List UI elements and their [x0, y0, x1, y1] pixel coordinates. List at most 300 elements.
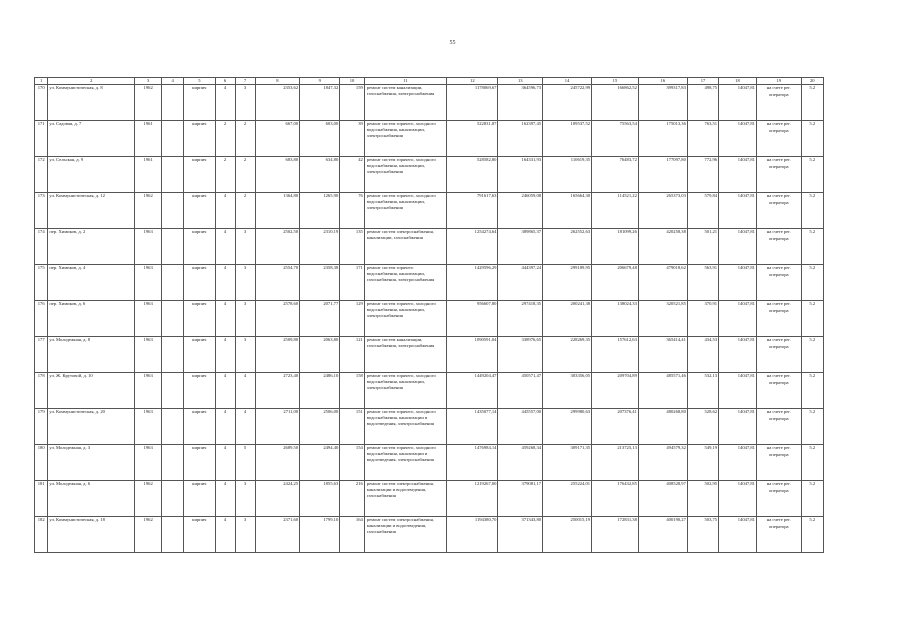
work-type-text: ремонт систем канализации, газоснабжения, электроснабжения: [366, 337, 435, 348]
cell-row-number: 177: [35, 337, 48, 373]
cell-wall-material: кирпич: [184, 193, 215, 229]
cell-cost-col-14: 165664,30: [543, 193, 592, 229]
cell-residents: 154: [340, 445, 365, 481]
cell-residents: 164: [340, 517, 365, 553]
cell-floors: 4: [215, 517, 235, 553]
cell-cost-col-13: 246059,08: [498, 193, 543, 229]
cell-total-cost: 1435077,14: [447, 409, 498, 445]
cell-address: ул. Ж. Крутовой, д. 10: [48, 373, 135, 409]
table-row: [35, 301, 824, 337]
cell-col-4: [162, 481, 184, 517]
column-number-row: [35, 78, 824, 85]
cell-cost-col-13: 164331,93: [498, 157, 543, 193]
cell-year-built: 1963: [135, 265, 162, 301]
column-number-4: 4: [162, 78, 184, 85]
work-type-text: ремонт систем горячего, холодного водоснабжения, канализации, электроснабжения: [366, 301, 436, 318]
column-number-16: 16: [638, 78, 687, 85]
cell-year-built: 1963: [135, 337, 162, 373]
cell-cost-col-13: 445557,00: [498, 409, 543, 445]
cell-total-area: 2509,80: [255, 337, 300, 373]
cell-cost-col-16: 400190,27: [638, 517, 687, 553]
cell-cost-per-sqm: 502,95: [687, 481, 718, 517]
cell-total-cost: 1219267,00: [447, 481, 498, 517]
cell-col-20: 5.2: [801, 373, 823, 409]
cell-total-cost: 1476984,14: [447, 445, 498, 481]
column-number-15: 15: [592, 78, 639, 85]
work-type-text: ремонт систем электроснабжения, канализации и водоотведения, газоснабжения: [366, 517, 434, 534]
cell-living-area: 1855,63: [300, 481, 340, 517]
column-number-17: 17: [687, 78, 718, 85]
cell-fund-method: на счете рег. оператора: [756, 265, 801, 301]
cell-cost-col-14: 303356,05: [543, 373, 592, 409]
table-row: [35, 229, 824, 265]
cell-cost-col-13: 389865,37: [498, 229, 543, 265]
cell-residents: 159: [340, 85, 365, 121]
cell-address: ул. Садовая, д. 7: [48, 121, 135, 157]
cell-floors: 4: [215, 337, 235, 373]
cell-col-4: [162, 121, 184, 157]
column-number-7: 7: [235, 78, 255, 85]
table-row: [35, 373, 824, 409]
work-type-text: ремонт систем электроснабжения, канализации, газоснабжения: [366, 229, 434, 240]
cell-col-4: [162, 445, 184, 481]
cell-living-area: 1847,32: [300, 85, 340, 121]
cell-address: пер. Химиков, д. 6: [48, 301, 135, 337]
cell-limit-per-sqm: 14047,81: [719, 157, 757, 193]
cell-total-area: 2502,50: [255, 229, 300, 265]
cell-residents: 39: [340, 121, 365, 157]
cell-total-area: 1364,80: [255, 193, 300, 229]
cell-wall-material: кирпич: [184, 373, 215, 409]
column-number-18: 18: [719, 78, 757, 85]
cell-entrances: 5: [235, 445, 255, 481]
cell-cost-per-sqm: 528,62: [687, 409, 718, 445]
cell-cost-col-14: 245722,99: [543, 85, 592, 121]
cell-work-type: [364, 85, 446, 121]
cell-entrances: 3: [235, 301, 255, 337]
work-type-text: ремонт систем горячего, холодного водоснабжения, канализации, электроснабжения: [366, 373, 436, 390]
cell-col-20: 5.2: [801, 445, 823, 481]
cell-cost-col-15: 176432,85: [592, 481, 639, 517]
cell-col-4: [162, 229, 184, 265]
cell-total-cost: 1178069,67: [447, 85, 498, 121]
cell-total-area: 683,80: [255, 157, 300, 193]
cell-cost-col-15: 157612,63: [592, 337, 639, 373]
cell-cost-col-16: 399317,83: [638, 85, 687, 121]
work-type-text: ремонт систем горячего, холодного водоснабжения, канализации и водоотведения, электроснабжения: [366, 445, 436, 462]
column-number-14: 14: [543, 78, 592, 85]
cell-living-area: 2310,19: [300, 229, 340, 265]
cell-fund-method: на счете рег. оператора: [756, 229, 801, 265]
cell-entrances: 2: [235, 193, 255, 229]
cell-year-built: 1962: [135, 85, 162, 121]
cell-cost-col-14: 309171,35: [543, 445, 592, 481]
cell-living-area: 634,80: [300, 157, 340, 193]
cell-limit-per-sqm: 14047,81: [719, 265, 757, 301]
cell-fund-method: на счете рег. оператора: [756, 409, 801, 445]
cell-row-number: 173: [35, 193, 48, 229]
cell-living-area: 2494,40: [300, 445, 340, 481]
cell-col-20: 5.2: [801, 85, 823, 121]
cell-cost-col-14: 228269,35: [543, 337, 592, 373]
cell-total-area: 2424,25: [255, 481, 300, 517]
cell-wall-material: кирпич: [184, 517, 215, 553]
cell-address: ул. Коммунистическая, д. 18: [48, 517, 135, 553]
cell-fund-method: на счете рег. оператора: [756, 121, 801, 157]
cell-cost-col-15: 172831,38: [592, 517, 639, 553]
cell-work-type: [364, 373, 446, 409]
cell-total-area: 2723,40: [255, 373, 300, 409]
cell-floors: 4: [215, 445, 235, 481]
cell-year-built: 1962: [135, 517, 162, 553]
cell-col-20: 5.2: [801, 409, 823, 445]
cell-cost-col-15: 76483,72: [592, 157, 639, 193]
cell-cost-per-sqm: 498,75: [687, 85, 718, 121]
cell-wall-material: кирпич: [184, 409, 215, 445]
cell-col-20: 5.2: [801, 265, 823, 301]
cell-fund-method: на счете рег. оператора: [756, 157, 801, 193]
cell-floors: 4: [215, 265, 235, 301]
cell-entrances: 3: [235, 229, 255, 265]
cell-cost-col-15: 138024,33: [592, 301, 639, 337]
cell-fund-method: на счете рег. оператора: [756, 445, 801, 481]
cell-fund-method: на счете рег. оператора: [756, 337, 801, 373]
cell-residents: 76: [340, 193, 365, 229]
cell-cost-col-13: 338976,65: [498, 337, 543, 373]
cell-cost-per-sqm: 772,96: [687, 157, 718, 193]
cell-col-4: [162, 337, 184, 373]
cell-col-20: 5.2: [801, 229, 823, 265]
cell-year-built: 1963: [135, 229, 162, 265]
cell-cost-col-14: 299980,63: [543, 409, 592, 445]
cell-col-20: 5.2: [801, 193, 823, 229]
cell-floors: 2: [215, 121, 235, 157]
cell-address: ул. Молодежная, д. 8: [48, 337, 135, 373]
cell-row-number: 174: [35, 229, 48, 265]
cell-total-cost: 956607,80: [447, 301, 498, 337]
cell-col-20: 5.2: [801, 121, 823, 157]
cell-cost-per-sqm: 763,51: [687, 121, 718, 157]
cell-fund-method: на счете рег. оператора: [756, 481, 801, 517]
cell-col-4: [162, 193, 184, 229]
cell-cost-per-sqm: 563,91: [687, 265, 718, 301]
column-number-11: 11: [364, 78, 446, 85]
cell-work-type: [364, 193, 446, 229]
cell-work-type: [364, 337, 446, 373]
cell-living-area: 2486,10: [300, 373, 340, 409]
cell-work-type: [364, 265, 446, 301]
cell-row-number: 180: [35, 445, 48, 481]
cell-residents: 135: [340, 229, 365, 265]
table-row: [35, 445, 824, 481]
cell-total-area: 2689,50: [255, 445, 300, 481]
cell-entrances: 4: [235, 373, 255, 409]
cell-col-4: [162, 157, 184, 193]
cell-living-area: 2506,00: [300, 409, 340, 445]
cell-total-cost: 1449204,47: [447, 373, 498, 409]
cell-limit-per-sqm: 14047,81: [719, 517, 757, 553]
cell-cost-col-13: 371343,80: [498, 517, 543, 553]
cell-row-number: 176: [35, 301, 48, 337]
cell-col-20: 5.2: [801, 157, 823, 193]
table-row: [35, 121, 824, 157]
cell-wall-material: кирпич: [184, 85, 215, 121]
column-number-20: 20: [801, 78, 823, 85]
cell-row-number: 179: [35, 409, 48, 445]
cell-cost-col-16: 480268,80: [638, 409, 687, 445]
cell-cost-col-16: 177097,80: [638, 157, 687, 193]
column-number-1: 1: [35, 78, 48, 85]
cell-col-4: [162, 301, 184, 337]
page-number: 55: [449, 40, 456, 46]
work-type-text: ремонт систем канализации, газоснабжения, электроснабжения: [366, 85, 435, 96]
work-type-text: ремонт систем горячего водоснабжения, канализации, газоснабжения, электроснабжения: [366, 265, 435, 282]
cell-row-number: 178: [35, 373, 48, 409]
column-number-19: 19: [756, 78, 801, 85]
cell-cost-col-15: 209704,89: [592, 373, 639, 409]
cell-col-4: [162, 85, 184, 121]
cell-address: пер. Химиков, д. 4: [48, 265, 135, 301]
cell-col-20: 5.2: [801, 301, 823, 337]
cell-col-20: 5.2: [801, 337, 823, 373]
cell-total-area: 2711,00: [255, 409, 300, 445]
cell-wall-material: кирпич: [184, 481, 215, 517]
cell-limit-per-sqm: 14047,81: [719, 85, 757, 121]
table-body: [35, 85, 824, 553]
table-row: [35, 157, 824, 193]
cell-year-built: 1961: [135, 121, 162, 157]
cell-residents: 158: [340, 373, 365, 409]
cell-residents: 216: [340, 481, 365, 517]
cell-year-built: 1963: [135, 373, 162, 409]
cell-living-area: 603,00: [300, 121, 340, 157]
cell-year-built: 1963: [135, 409, 162, 445]
cell-work-type: [364, 517, 446, 553]
cell-cost-col-16: 494579,32: [638, 445, 687, 481]
column-number-6: 6: [215, 78, 235, 85]
cell-floors: 4: [215, 373, 235, 409]
table-row: [35, 265, 824, 301]
cell-work-type: [364, 121, 446, 157]
cell-cost-per-sqm: 434,53: [687, 337, 718, 373]
repair-program-table: [34, 77, 824, 553]
cell-col-4: [162, 373, 184, 409]
cell-floors: 4: [215, 409, 235, 445]
cell-total-area: 2371,60: [255, 517, 300, 553]
cell-wall-material: кирпич: [184, 301, 215, 337]
cell-floors: 4: [215, 481, 235, 517]
table-row: [35, 481, 824, 517]
cell-work-type: [364, 445, 446, 481]
cell-floors: 4: [215, 193, 235, 229]
cell-wall-material: кирпич: [184, 229, 215, 265]
cell-cost-per-sqm: 579,84: [687, 193, 718, 229]
cell-entrances: 3: [235, 265, 255, 301]
cell-total-area: 2353,62: [255, 85, 300, 121]
cell-cost-per-sqm: 501,21: [687, 229, 718, 265]
column-number-13: 13: [498, 78, 543, 85]
cell-cost-col-16: 408528,97: [638, 481, 687, 517]
work-type-text: ремонт систем горячего, холодного водоснабжения, канализации, электроснабжения: [366, 121, 436, 138]
cell-cost-col-15: 114521,22: [592, 193, 639, 229]
cell-total-area: 2578,60: [255, 301, 300, 337]
cell-cost-col-16: 420258,38: [638, 229, 687, 265]
cell-entrances: 2: [235, 157, 255, 193]
cell-cost-per-sqm: 503,75: [687, 517, 718, 553]
cell-col-4: [162, 409, 184, 445]
column-number-2: 2: [48, 78, 135, 85]
cell-wall-material: кирпич: [184, 445, 215, 481]
cell-address: ул. Сельская, д. 9: [48, 157, 135, 193]
cell-work-type: [364, 157, 446, 193]
column-number-10: 10: [340, 78, 365, 85]
cell-cost-col-13: 162397,45: [498, 121, 543, 157]
cell-cost-per-sqm: 549,19: [687, 445, 718, 481]
cell-cost-col-14: 299189,95: [543, 265, 592, 301]
cell-address: ул. Коммунистическая, д. 8: [48, 85, 135, 121]
cell-cost-col-15: 166862,52: [592, 85, 639, 121]
cell-work-type: [364, 301, 446, 337]
cell-residents: 121: [340, 337, 365, 373]
work-type-text: ремонт систем электроснабжения, канализации и водоотведения, газоснабжения: [366, 481, 434, 498]
cell-total-cost: 1194380,70: [447, 517, 498, 553]
cell-address: ул. Коммунистическая, д. 20: [48, 409, 135, 445]
cell-year-built: 1962: [135, 481, 162, 517]
cell-total-cost: 1254274,64: [447, 229, 498, 265]
cell-row-number: 181: [35, 481, 48, 517]
cell-cost-col-14: 262552,63: [543, 229, 592, 265]
cell-row-number: 175: [35, 265, 48, 301]
table-row: [35, 337, 824, 373]
cell-address: ул. Молодежная, д. 6: [48, 481, 135, 517]
work-type-text: ремонт систем горячего, холодного водоснабжения, канализации, электроснабжения: [366, 193, 436, 210]
cell-address: ул. Коммунистическая, д. 12: [48, 193, 135, 229]
cell-wall-material: кирпич: [184, 121, 215, 157]
cell-limit-per-sqm: 14047,81: [719, 301, 757, 337]
cell-entrances: 3: [235, 481, 255, 517]
cell-residents: 171: [340, 265, 365, 301]
cell-limit-per-sqm: 14047,81: [719, 445, 757, 481]
work-type-text: ремонт систем горячего, холодного водоснабжения, канализации и водоотведения, электроснабжения: [366, 409, 436, 426]
cell-cost-col-13: 297418,35: [498, 301, 543, 337]
cell-year-built: 1961: [135, 157, 162, 193]
cell-row-number: 182: [35, 517, 48, 553]
table-row: [35, 193, 824, 229]
cell-fund-method: на счете рег. оператора: [756, 373, 801, 409]
cell-total-area: 2554,70: [255, 265, 300, 301]
cell-cost-per-sqm: 370,91: [687, 301, 718, 337]
cell-cost-col-16: 479018,62: [638, 265, 687, 301]
cell-year-built: 1963: [135, 445, 162, 481]
table-row: [35, 409, 824, 445]
cell-row-number: 172: [35, 157, 48, 193]
cell-wall-material: кирпич: [184, 157, 215, 193]
cell-limit-per-sqm: 14047,81: [719, 373, 757, 409]
cell-wall-material: кирпич: [184, 337, 215, 373]
cell-floors: 4: [215, 301, 235, 337]
cell-cost-col-16: 485571,46: [638, 373, 687, 409]
cell-residents: 129: [340, 301, 365, 337]
cell-cost-col-14: 250015,19: [543, 517, 592, 553]
cell-cost-col-15: 207376,41: [592, 409, 639, 445]
cell-cost-col-13: 379081,17: [498, 481, 543, 517]
cell-floors: 2: [215, 157, 235, 193]
cell-address: пер. Химиков, д. 2: [48, 229, 135, 265]
cell-floors: 4: [215, 85, 235, 121]
cell-limit-per-sqm: 14047,81: [719, 409, 757, 445]
cell-limit-per-sqm: 14047,81: [719, 121, 757, 157]
cell-entrances: 2: [235, 121, 255, 157]
column-number-5: 5: [184, 78, 215, 85]
cell-work-type: [364, 409, 446, 445]
cell-row-number: 170: [35, 85, 48, 121]
cell-work-type: [364, 229, 446, 265]
cell-entrances: 3: [235, 85, 255, 121]
cell-cost-col-14: 255224,01: [543, 481, 592, 517]
cell-work-type: [364, 481, 446, 517]
cell-cost-col-15: 213725,13: [592, 445, 639, 481]
cell-fund-method: на счете рег. оператора: [756, 193, 801, 229]
cell-year-built: 1963: [135, 301, 162, 337]
cell-total-cost: 1429596,29: [447, 265, 498, 301]
cell-total-cost: 528582,80: [447, 157, 498, 193]
cell-entrances: 3: [235, 337, 255, 373]
column-number-8: 8: [255, 78, 300, 85]
cell-year-built: 1962: [135, 193, 162, 229]
cell-total-cost: 1090591,04: [447, 337, 498, 373]
cell-entrances: 3: [235, 517, 255, 553]
column-number-9: 9: [300, 78, 340, 85]
cell-cost-col-16: 365414,41: [638, 337, 687, 373]
cell-cost-col-15: 181099,26: [592, 229, 639, 265]
cell-living-area: 2071,77: [300, 301, 340, 337]
cell-cost-col-16: 175013,36: [638, 121, 687, 157]
cell-entrances: 4: [235, 409, 255, 445]
cell-total-cost: 522831,87: [447, 121, 498, 157]
cell-col-20: 5.2: [801, 517, 823, 553]
cell-cost-per-sqm: 532,13: [687, 373, 718, 409]
cell-cost-col-14: 110619,35: [543, 157, 592, 193]
cell-total-area: 667,00: [255, 121, 300, 157]
cell-fund-method: на счете рег. оператора: [756, 85, 801, 121]
column-number-12: 12: [447, 78, 498, 85]
cell-cost-col-15: 75563,54: [592, 121, 639, 157]
cell-cost-col-16: 320521,85: [638, 301, 687, 337]
cell-fund-method: на счете рег. оператора: [756, 301, 801, 337]
table-row: [35, 85, 824, 121]
cell-limit-per-sqm: 14047,81: [719, 337, 757, 373]
cell-living-area: 1265,90: [300, 193, 340, 229]
cell-col-4: [162, 517, 184, 553]
cell-living-area: 2063,80: [300, 337, 340, 373]
cell-fund-method: на счете рег. оператора: [756, 517, 801, 553]
cell-residents: 42: [340, 157, 365, 193]
cell-cost-col-15: 206679,48: [592, 265, 639, 301]
cell-living-area: 1799,10: [300, 517, 340, 553]
cell-total-cost: 791617,63: [447, 193, 498, 229]
cell-limit-per-sqm: 14047,81: [719, 481, 757, 517]
table-row: [35, 517, 824, 553]
cell-wall-material: кирпич: [184, 265, 215, 301]
cell-address: ул. Молодежная, д. 3: [48, 445, 135, 481]
cell-cost-col-13: 459268,34: [498, 445, 543, 481]
cell-cost-col-14: 200241,38: [543, 301, 592, 337]
cell-col-20: 5.2: [801, 481, 823, 517]
column-number-3: 3: [135, 78, 162, 85]
cell-living-area: 2358,38: [300, 265, 340, 301]
cell-col-4: [162, 265, 184, 301]
cell-cost-col-16: 265373,03: [638, 193, 687, 229]
